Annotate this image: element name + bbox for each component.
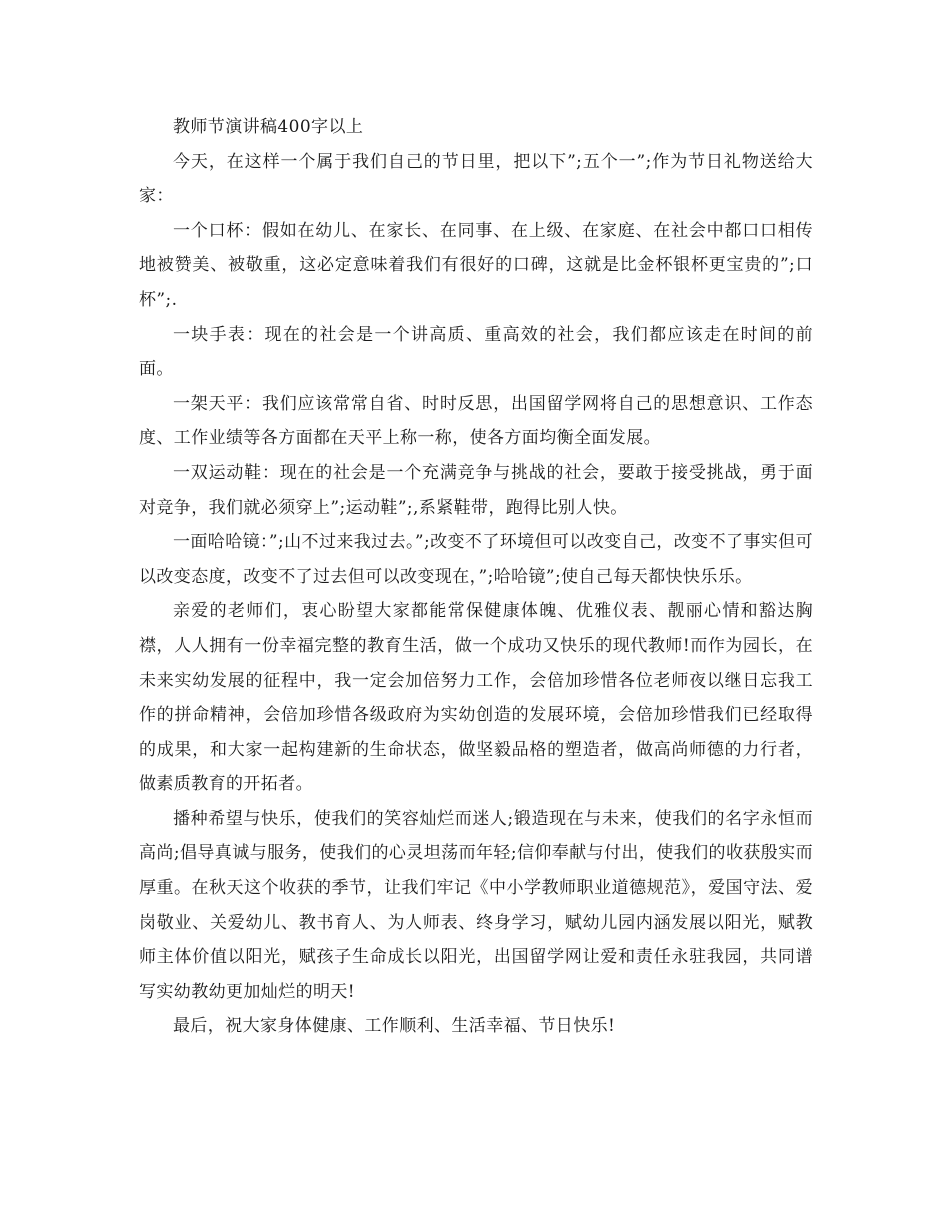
paragraph-hope: 播种希望与快乐，使我们的笑容灿烂而迷人;锻造现在与未来，使我们的名字永恒而高尚;倡导真诚与服务，使我们的心灵坦荡而年轻;信仰奉献与付出，使我们的收获殷实而厚重。在秋天这个收获的季节，让我们牢记《中小学教师职业道德规范》，爱国守法、爱岗敬业、关爱幼儿、教书育人、为人师表、终身学习，赋幼儿园内涵发展以阳光，赋教师主体价值以阳光，赋孩子生命成长以阳光，出国留学网让爱和责任永驻我园，共同谱写实幼教幼更加灿烂的明天! xyxy=(139,808,813,1002)
paragraph-sneakers: 一双运动鞋：现在的社会是一个充满竞争与挑战的社会，要敢于接受挑战，勇于面对竞争，我们就必须穿上”;运动鞋”;,系紧鞋带，跑得比别人快。 xyxy=(139,462,813,518)
document-page xyxy=(139,110,813,1044)
paragraph-watch: 一块手表：现在的社会是一个讲高质、重高效的社会，我们都应该走在时间的前面。 xyxy=(139,324,813,380)
document-title: 教师节演讲稿400字以上 xyxy=(173,117,364,137)
paragraph-closing: 最后，祝大家身体健康、工作顺利、生活幸福、节日快乐! xyxy=(173,1016,616,1037)
paragraph-intro: 今天，在这样一个属于我们自己的节日里，把以下”;五个一”;作为节日礼物送给大家： xyxy=(139,151,813,207)
paragraph-cup: 一个口杯：假如在幼儿、在家长、在同事、在上级、在家庭、在社会中都口口相传地被赞美、被敬重，这必定意味着我们有很好的口碑，这就是比金杯银杯更宝贵的”;口杯”;. xyxy=(139,220,813,310)
paragraph-mirror: 一面哈哈镜：”;山不过来我过去。”;改变不了环境但可以改变自己，改变不了事实但可以改变态度，改变不了过去但可以改变现在，”;哈哈镜”;使自己每天都快快乐乐。 xyxy=(139,532,813,587)
paragraph-scale: 一架天平：我们应该常常自省、时时反思，出国留学网将自己的思想意识、工作态度、工作业绩等各方面都在天平上称一称，使各方面均衡全面发展。 xyxy=(139,393,813,449)
paragraph-teachers: 亲爱的老师们，衷心盼望大家都能常保健康体魄、优雅仪表、靓丽心情和豁达胸襟，人人拥有一份幸福完整的教育生活，做一个成功又快乐的现代教师!而作为园长，在未来实幼发展的征程中，我一定会加倍努力工作，会倍加珍惜各位老师夜以继日忘我工作的拼命精神，会倍加珍惜各级政府为实幼创造的发展环境，会倍加珍惜我们已经取得的成果，和大家一起构建新的生命状态，做坚毅品格的塑造者，做高尚师德的力行者，做素质教育的开拓者。 xyxy=(139,601,813,795)
